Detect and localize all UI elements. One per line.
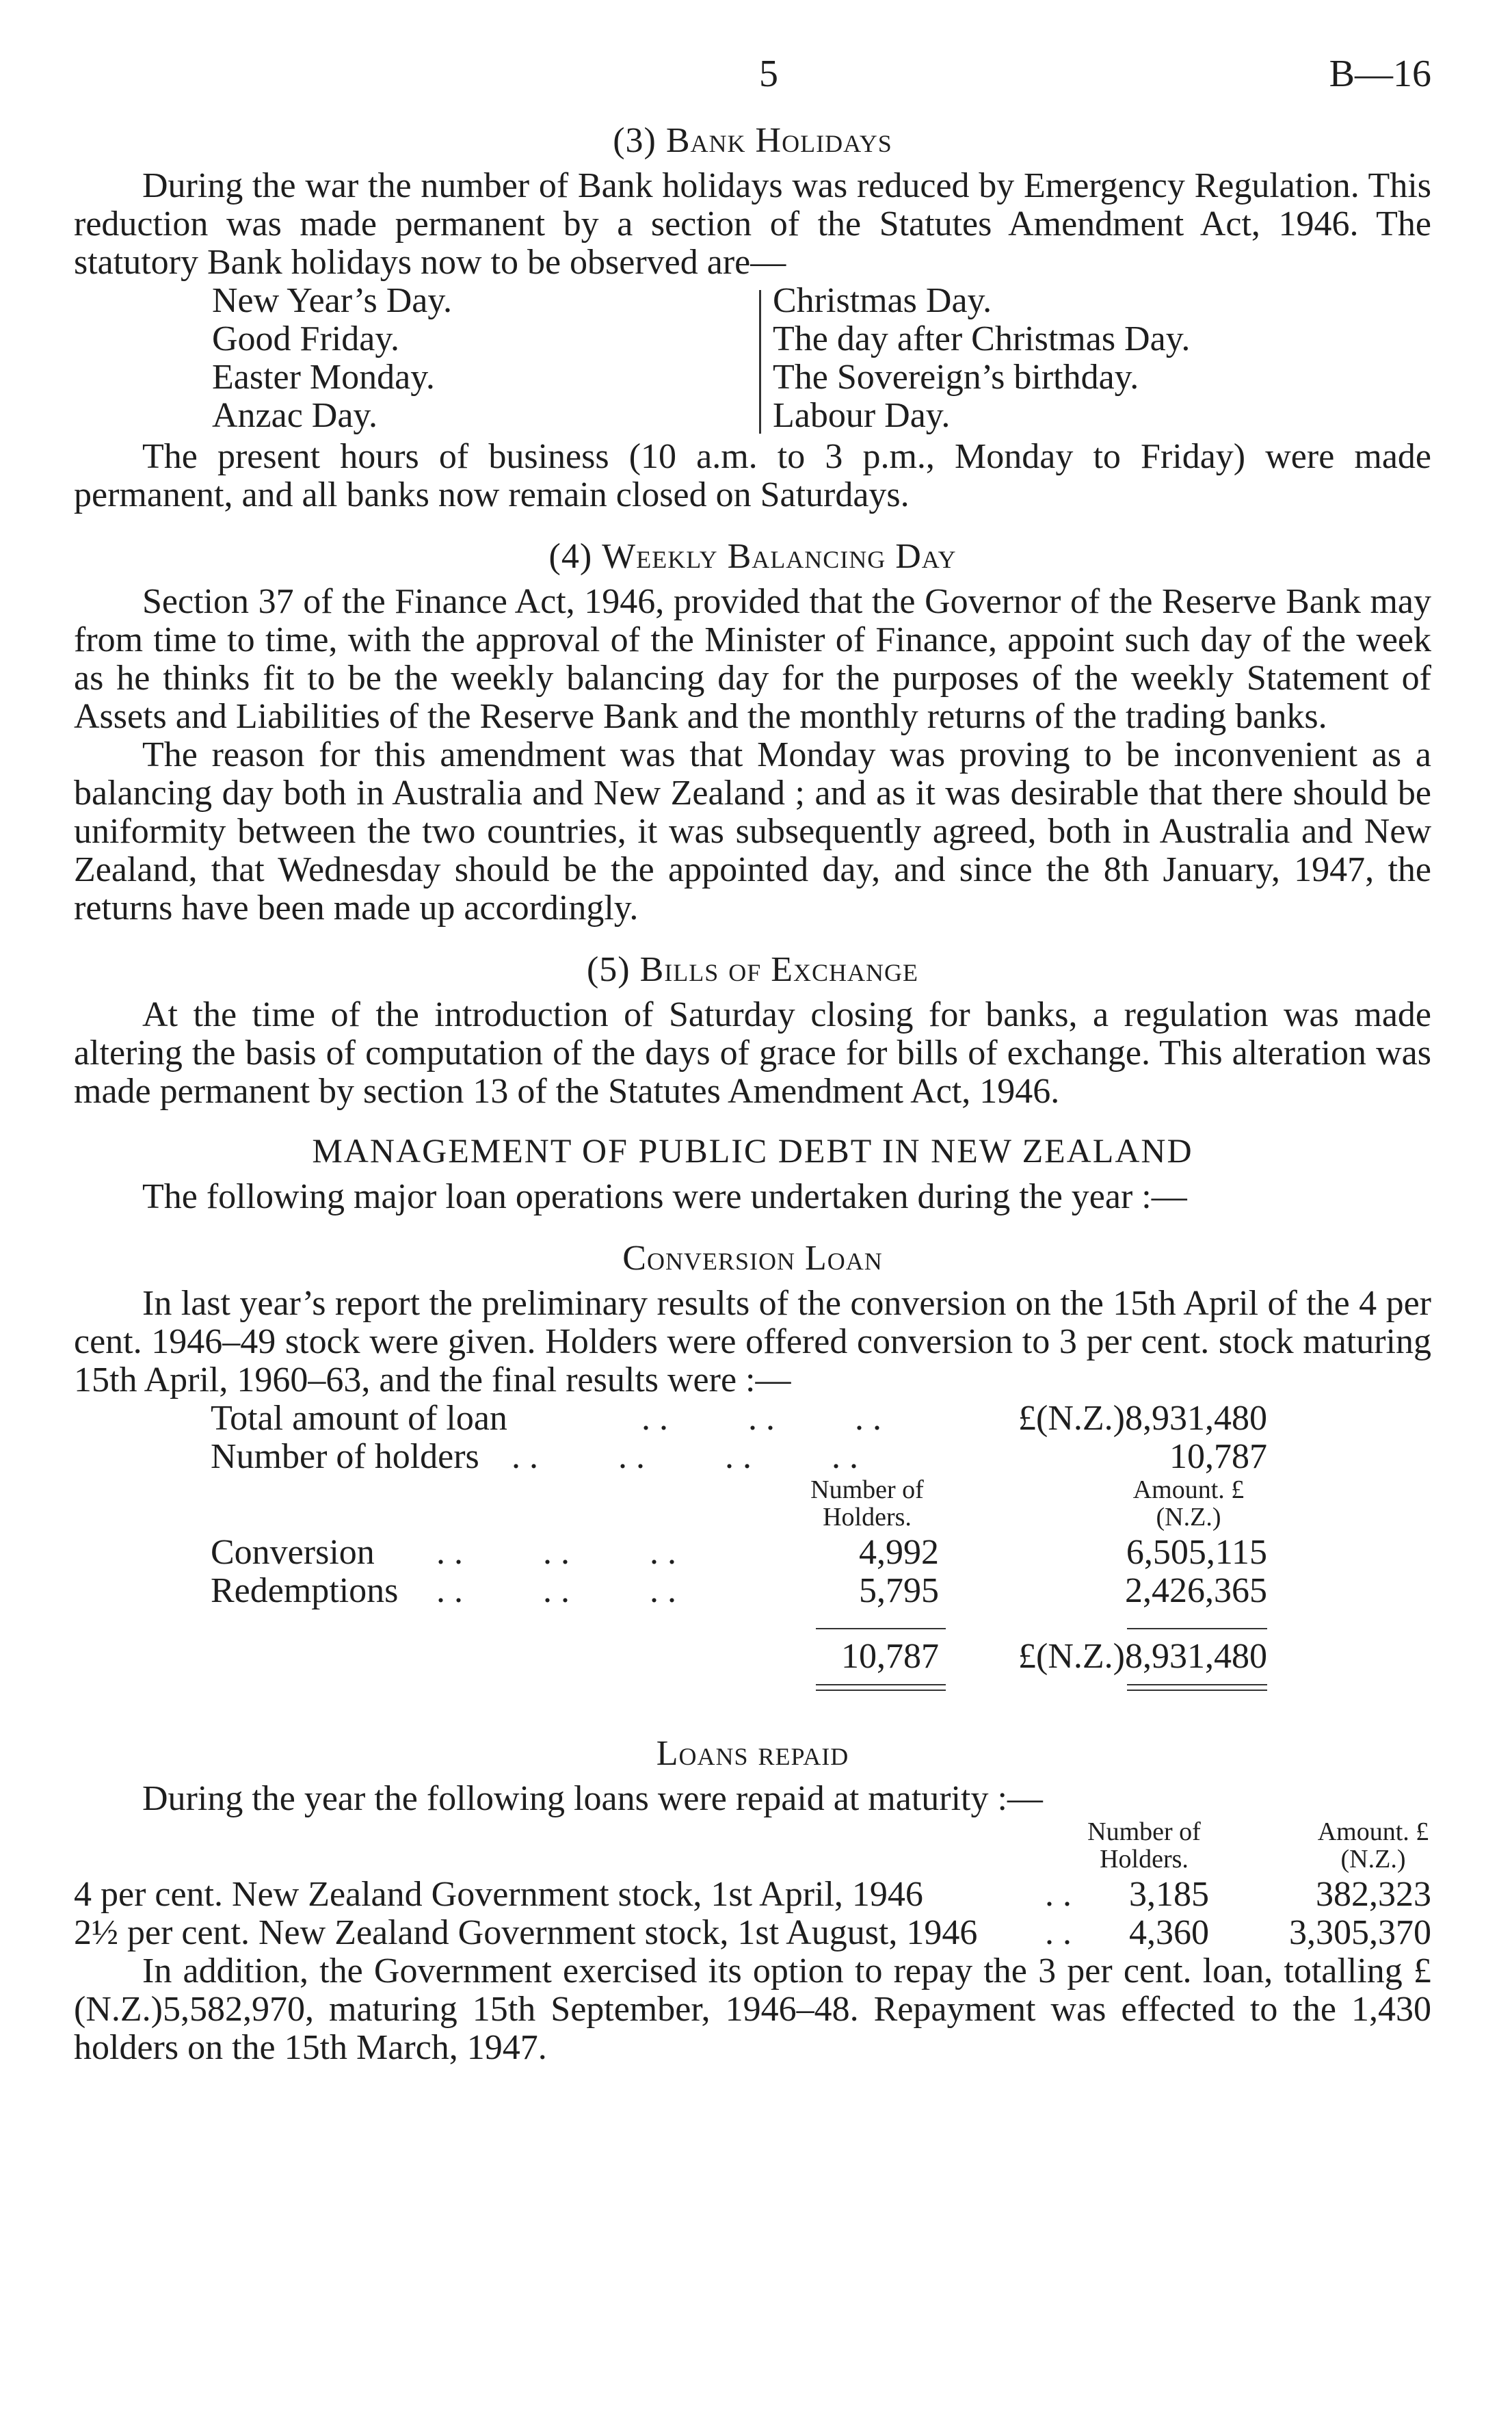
holiday-list-left [212,282,452,435]
row-label: 4 per cent. New Zealand Government stock, 1st April, 1946 [74,1875,923,1914]
leader-dots: . . . . . . [436,1571,676,1610]
paragraph: During the year the following loans were repaid at maturity :— [142,1779,1043,1818]
row-value: £(N.Z.)8,931,480 [1018,1399,1267,1438]
document-page [74,55,1431,2067]
list-item: New Year’s Day. [212,281,452,320]
holders-value: 4,992 [859,1533,939,1572]
list-item: Easter Monday. [212,358,435,397]
column-header-amount: Amount. £(N.Z.) [1132,1475,1245,1532]
section-heading-bank-holidays: (3) Bank Holidays [613,121,892,160]
leader-dots: . . [1045,1913,1072,1952]
page-header [74,55,1431,104]
section-heading-bills-of-exchange: (5) Bills of Exchange [586,950,919,989]
holders-value: 3,185 [1129,1875,1209,1914]
row-label: Conversion [211,1533,375,1572]
double-rule-row [74,1676,1431,1703]
table-total-row [74,1638,1431,1676]
paragraph: In addition, the Government exercised its option to repay the 3 per cent. loan, totalling £(N.Z.)5,582,970, maturing 15th September, 1946–48. Repayment was effected to the 1,430 holders on the 15th March, 1947. [74,1952,1431,2067]
holiday-list-right [773,282,1190,435]
sum-rule-row [74,1610,1431,1638]
leader-dots: . . [1045,1875,1072,1914]
leader-dots: . . . . . . [436,1533,676,1572]
leader-dots: . . . . . . . . [512,1437,858,1476]
leader-dots: . . . . . . [641,1399,881,1438]
list-item: The day after Christmas Day. [773,319,1191,358]
row-label: Redemptions [211,1571,399,1610]
table-row [74,1399,1431,1438]
loans-repaid-table [74,1818,1431,1952]
list-item: The Sovereign’s birthday. [773,358,1139,397]
holiday-list [74,282,1431,438]
section-heading-conversion-loan: Conversion Loan [622,1239,883,1278]
table-row [74,1534,1431,1572]
row-label: Number of holders [211,1437,479,1476]
paragraph: At the time of the introduction of Saturday closing for banks, a regulation was made altering the basis of computation of the days of grace for bills of exchange. This alteration was made permanent by section 13 of the Statutes Amendment Act, 1946. [74,995,1431,1111]
table-row [74,1876,1431,1914]
column-header-amount: Amount. £(N.Z.) [1317,1817,1429,1874]
double-rule [1127,1684,1267,1685]
double-rule [816,1690,946,1691]
total-holders: 10,787 [841,1637,939,1676]
table-row [74,1572,1431,1610]
column-divider [759,290,761,434]
section-heading-weekly-balancing: (4) Weekly Balancing Day [548,537,957,576]
list-item: Anzac Day. [212,396,378,435]
double-rule [816,1684,946,1685]
list-item: Good Friday. [212,319,399,358]
column-header-holders: Number of Holders. [1087,1817,1201,1874]
section-heading-loans-repaid: Loans repaid [656,1734,849,1773]
holders-value: 4,360 [1129,1913,1209,1952]
sum-rule [1127,1628,1267,1629]
row-value: 10,787 [1169,1437,1267,1476]
amount-value: 2,426,365 [1125,1571,1267,1610]
table-header-row [74,1818,1431,1876]
amount-value: 382,323 [1316,1875,1431,1914]
total-amount: £(N.Z.)8,931,480 [1018,1637,1267,1676]
list-item: Christmas Day. [773,281,992,320]
row-label: 2½ per cent. New Zealand Government stock, 1st August, 1946 [74,1913,978,1952]
list-item: Labour Day. [773,396,951,435]
document-reference: B—16 [1329,53,1431,95]
column-header-holders: Number of Holders. [810,1475,924,1532]
paragraph: The reason for this amendment was that Monday was proving to be inconvenient as a balancing day both in Australia and New Zealand ; and as it was desirable that there should be uniformity between the two countries, it was subsequently agreed, both in Australia and New Zealand, that Wednesday should be the appointed day, and since the 8th January, 1947, the returns have been made up accordingly. [74,735,1431,928]
conversion-table [74,1399,1431,1703]
sum-rule [816,1628,946,1629]
table-header-row [74,1476,1431,1534]
paragraph: The following major loan operations were undertaken during the year :— [142,1177,1187,1216]
paragraph: During the war the number of Bank holidays was reduced by Emergency Regulation. This reduction was made permanent by a section of the Statutes Amendment Act, 1946. The statutory Bank holidays now to be observed are— [74,166,1431,282]
paragraph: In last year’s report the preliminary results of the conversion on the 15th April of the 4 per cent. 1946–49 stock were given. Holders were offered conversion to 3 per cent. stock maturing 15th April, 1960–63, and the final results were :— [74,1284,1431,1399]
table-row [74,1438,1431,1476]
page-number: 5 [759,53,778,95]
heading-management-public-debt: MANAGEMENT OF PUBLIC DEBT IN NEW ZEALAND [312,1131,1193,1170]
paragraph: Section 37 of the Finance Act, 1946, provided that the Governor of the Reserve Bank may from time to time, with the approval of the Minister of Finance, appoint such day of the week as he thinks fit to be the weekly balancing day for the purposes of the weekly Statement of Assets and Liabilities of the Reserve Bank and the monthly returns of the trading banks. [74,582,1431,736]
amount-value: 6,505,115 [1126,1533,1267,1572]
double-rule [1127,1690,1267,1691]
row-label: Total amount of loan [211,1399,507,1438]
paragraph: The present hours of business (10 a.m. to 3 p.m., Monday to Friday) were made permanent, and all banks now remain closed on Saturdays. [74,437,1431,514]
table-row [74,1914,1431,1952]
amount-value: 3,305,370 [1289,1913,1431,1952]
holders-value: 5,795 [859,1571,939,1610]
